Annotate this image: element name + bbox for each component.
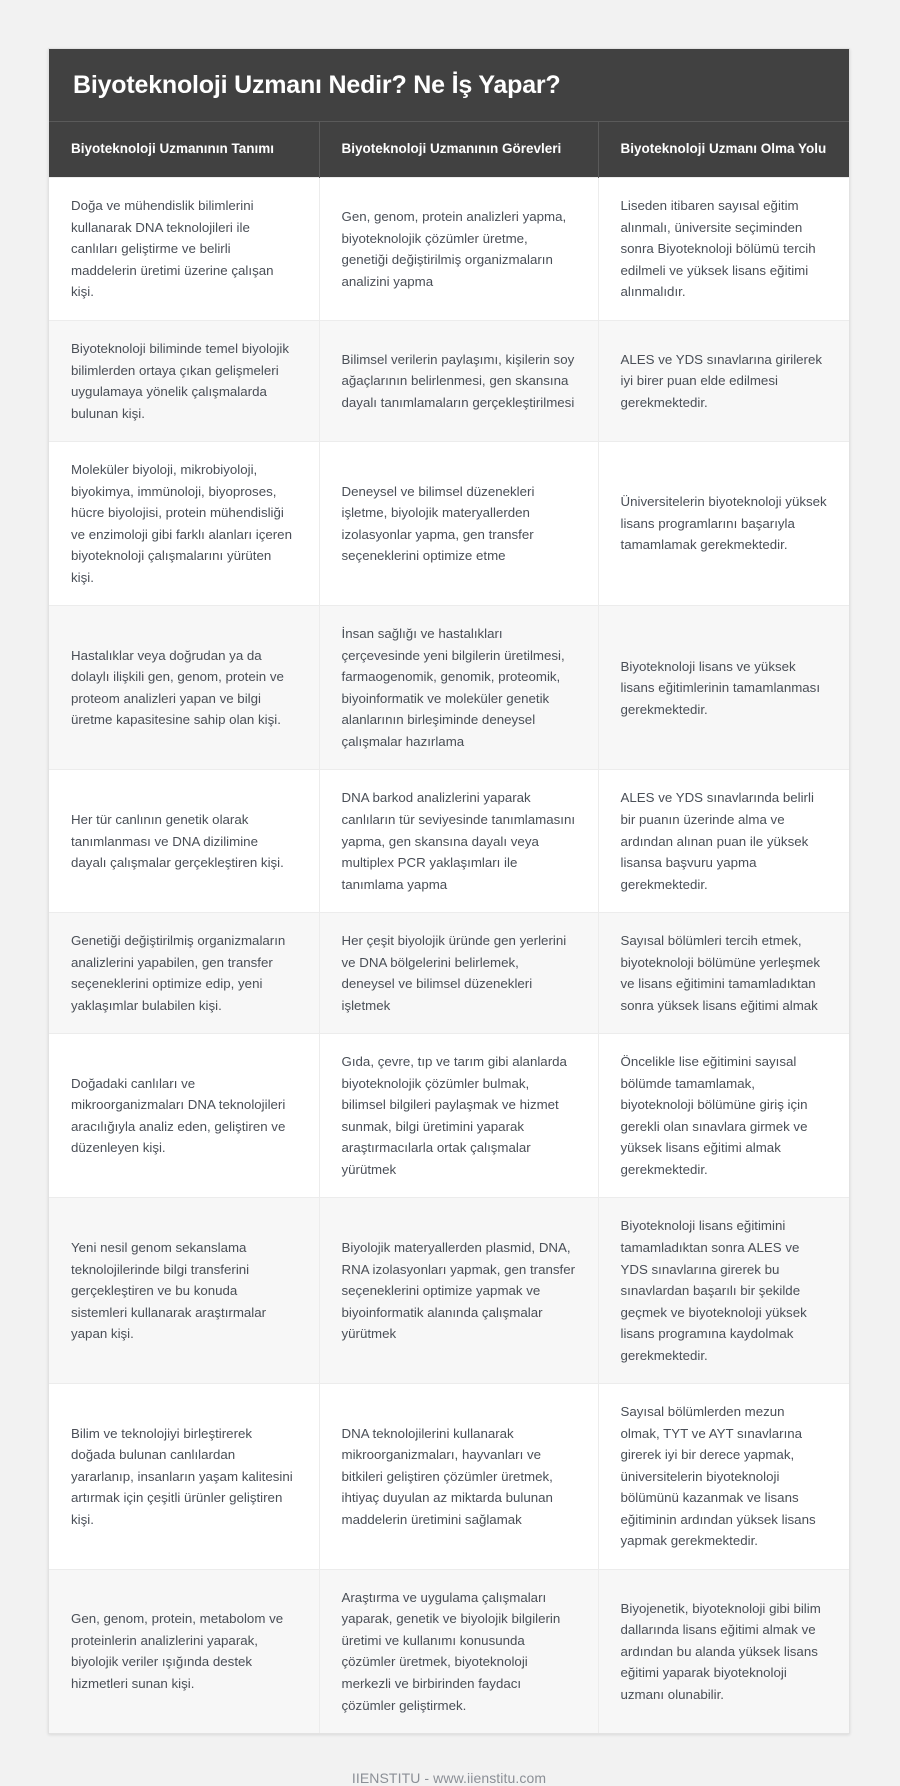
cell-yol: Biyoteknoloji lisans eğitimini tamamladıktan sonra ALES ve YDS sınavlarına girerek bu sınavlardan başarılı bir şekilde geçmek ve biyoteknoloji yüksek lisans programına kaydolmak gerekmektedir. [598,1198,849,1384]
table-row [49,320,849,441]
cell-gorev: Biyolojik materyallerden plasmid, DNA, RNA izolasyonları yapmak, gen transfer seçeneklerini optimize yapmak ve biyoinformatik alanında çalışmalar yürütmek [319,1198,598,1384]
table-row [49,770,849,913]
table-row [49,1198,849,1384]
column-header-tanim: Biyoteknoloji Uzmanının Tanımı [49,122,319,178]
table-row [49,1384,849,1570]
cell-yol: Biyoteknoloji lisans ve yüksek lisans eğitimlerinin tamamlanması gerekmektedir. [598,606,849,770]
cell-yol: ALES ve YDS sınavlarına girilerek iyi birer puan elde edilmesi gerekmektedir. [598,320,849,441]
footer-attribution: IIENSTITU - www.iienstitu.com [351,1770,547,1786]
cell-yol: Liseden itibaren sayısal eğitim alınmalı, üniversite seçiminden sonra Biyoteknoloji bölümü tercih edilmeli ve yüksek lisans eğitimi alınmalıdır. [598,178,849,321]
cell-tanim: Moleküler biyoloji, mikrobiyoloji, biyokimya, immünoloji, biyoproses, hücre biyolojisi, protein mühendisliği ve enzimoloji gibi farklı alanları içeren biyoteknoloji çalışmalarını yürüten kişi. [49,442,319,606]
cell-gorev: Araştırma ve uygulama çalışmaları yaparak, genetik ve biyolojik bilgilerin üretimi ve kullanımı konusunda çözümler üretmek, biyoteknoloji merkezli ve birbirinden faydacı çözümler geliştirmek. [319,1569,598,1733]
cell-tanim: Gen, genom, protein, metabolom ve proteinlerin analizlerini yaparak, biyolojik veriler ışığında destek hizmetleri sunan kişi. [49,1569,319,1733]
column-header-olma-yolu: Biyoteknoloji Uzmanı Olma Yolu [598,122,849,178]
cell-tanim: Hastalıklar veya doğrudan ya da dolaylı ilişkili gen, genom, protein ve proteom analizleri yapan ve bilgi üretme kapasitesine sahip olan kişi. [49,606,319,770]
table-row [49,606,849,770]
cell-gorev: Gıda, çevre, tıp ve tarım gibi alanlarda biyoteknolojik çözümler bulmak, bilimsel bilgileri paylaşmak ve hizmet sunmak, bilgi üretimini yaparak araştırmacılarla ortak çalışmalar yürütmek [319,1034,598,1198]
cell-gorev: Gen, genom, protein analizleri yapma, biyoteknolojik çözümler üretme, genetiği değiştirilmiş organizmaların analizini yapma [319,178,598,321]
cell-tanim: Doğadaki canlıları ve mikroorganizmaları DNA teknolojileri aracılığıyla analiz eden, geliştiren ve düzenleyen kişi. [49,1034,319,1198]
column-header-gorevleri: Biyoteknoloji Uzmanının Görevleri [319,122,598,178]
table-row [49,913,849,1034]
cell-yol: Öncelikle lise eğitimini sayısal bölümde tamamlamak, biyoteknoloji bölümüne giriş için gerekli olan sınavlara girmek ve yüksek lisans eğitimi almak gerekmektedir. [598,1034,849,1198]
cell-gorev: İnsan sağlığı ve hastalıkları çerçevesinde yeni bilgilerin üretilmesi, farmaogenomik, genomik, proteomik, biyoinformatik ve moleküler genetik alanlarının birleşiminde deneysel çalışmalar hazırlama [319,606,598,770]
cell-yol: Sayısal bölümleri tercih etmek, biyoteknoloji bölümüne yerleşmek ve lisans eğitimini tamamladıktan sonra yüksek lisans eğitimi almak [598,913,849,1034]
cell-tanim: Genetiği değiştirilmiş organizmaların analizlerini yapabilen, gen transfer seçeneklerini optimize edip, yeni yaklaşımlar bulabilen kişi. [49,913,319,1034]
cell-gorev: Her çeşit biyolojik üründe gen yerlerini ve DNA bölgelerini belirlemek, deneysel ve bilimsel düzenekleri işletmek [319,913,598,1034]
table-header [49,122,849,178]
cell-gorev: DNA teknolojilerini kullanarak mikroorganizmaları, hayvanları ve bitkileri geliştiren çözümler üretmek, ihtiyaç duyulan az miktarda bulunan maddelerin üretimini sağlamak [319,1384,598,1570]
cell-tanim: Her tür canlının genetik olarak tanımlanması ve DNA dizilimine dayalı çalışmalar gerçekleştiren kişi. [49,770,319,913]
cell-gorev: Deneysel ve bilimsel düzenekleri işletme, biyolojik materyallerden izolasyonlar yapma, gen transfer seçeneklerini optimize etme [319,442,598,606]
cell-yol: Üniversitelerin biyoteknoloji yüksek lisans programlarını başarıyla tamamlamak gerekmektedir. [598,442,849,606]
table-body [49,178,849,1733]
cell-yol: Sayısal bölümlerden mezun olmak, TYT ve AYT sınavlarına girerek iyi bir derece yapmak, üniversitelerin biyoteknoloji bölümünü kazanmak ve lisans eğitiminin ardından yüksek lisans yapmak gerekmektedir. [598,1384,849,1570]
page-title: Biyoteknoloji Uzmanı Nedir? Ne İş Yapar? [49,49,849,122]
cell-tanim: Yeni nesil genom sekanslama teknolojilerinde bilgi transferini gerçekleştiren ve bu konuda sistemleri kullanarak araştırmalar yapan kişi. [49,1198,319,1384]
cell-gorev: DNA barkod analizlerini yaparak canlıların tür seviyesinde tanımlamasını yapma, gen skansına dayalı veya multiplex PCR yaklaşımları ile tanımlama yapma [319,770,598,913]
info-table-card [48,48,850,1734]
biotechnology-specialist-table [49,122,849,1733]
cell-tanim: Doğa ve mühendislik bilimlerini kullanarak DNA teknolojileri ile canlıları geliştirme ve belirli maddelerin üretimi üzerine çalışan kişi. [49,178,319,321]
cell-tanim: Biyoteknoloji biliminde temel biyolojik bilimlerden ortaya çıkan gelişmeleri uygulamaya yönelik çalışmalarda bulunan kişi. [49,320,319,441]
cell-gorev: Bilimsel verilerin paylaşımı, kişilerin soy ağaçlarının belirlenmesi, gen skansına dayalı tanımlamaların gerçekleştirilmesi [319,320,598,441]
cell-yol: ALES ve YDS sınavlarında belirli bir puanın üzerinde alma ve ardından alınan puan ile yüksek lisansa başvuru yapma gerekmektedir. [598,770,849,913]
table-row [49,1569,849,1733]
table-row [49,1034,849,1198]
table-row [49,442,849,606]
cell-tanim: Bilim ve teknolojiyi birleştirerek doğada bulunan canlılardan yararlanıp, insanların yaşam kalitesini artırmak için çeşitli ürünler geliştiren kişi. [49,1384,319,1570]
table-header-row [49,122,849,178]
cell-yol: Biyojenetik, biyoteknoloji gibi bilim dallarında lisans eğitimi almak ve ardından bu alanda yüksek lisans eğitimi yaparak biyoteknoloji uzmanı olunabilir. [598,1569,849,1733]
table-row [49,178,849,321]
